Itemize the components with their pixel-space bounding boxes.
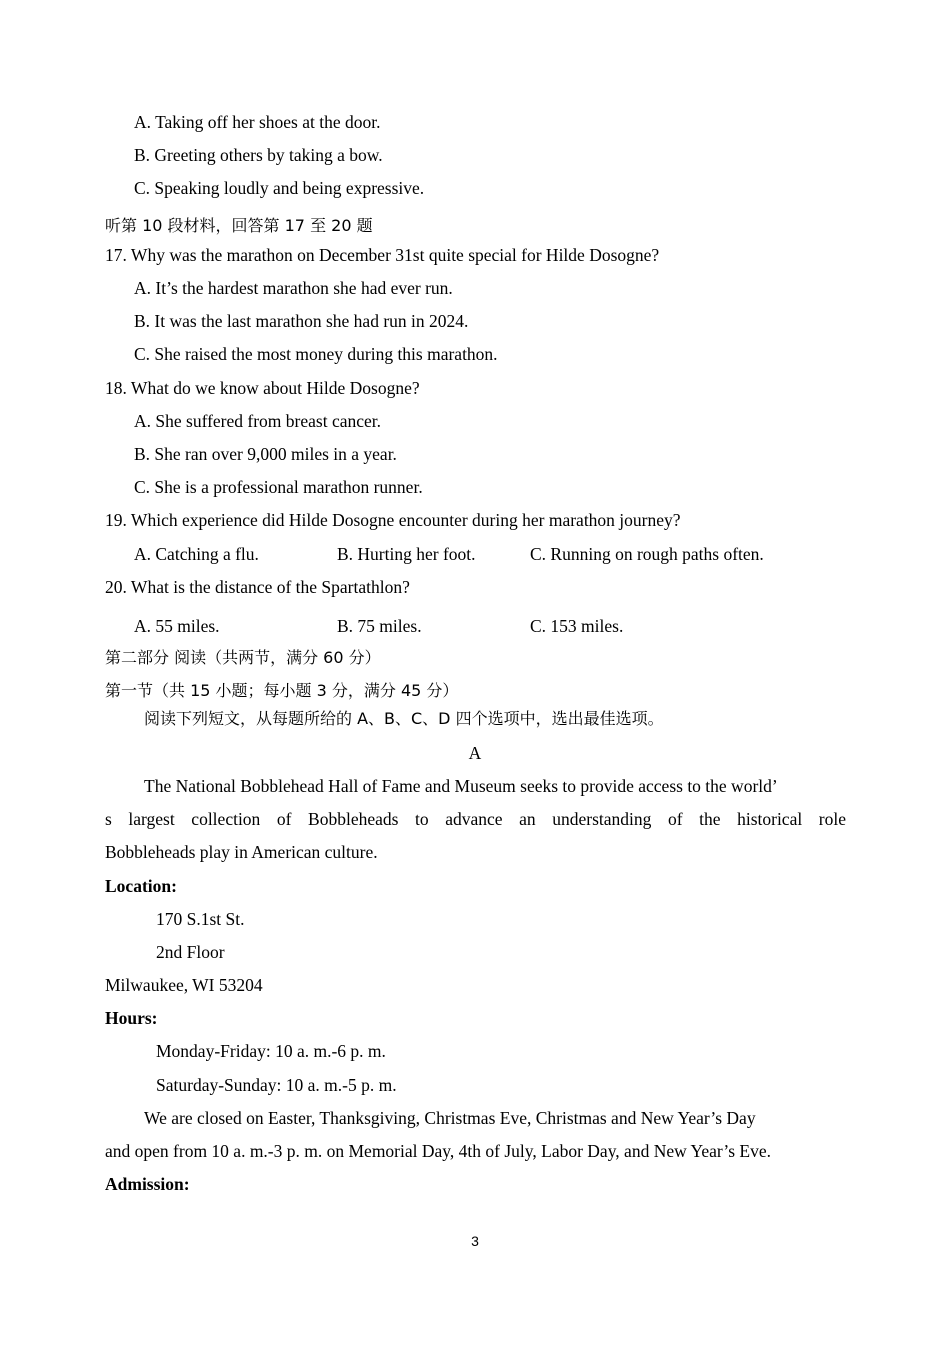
question-18-option-a: A. She suffered from breast cancer. [134, 411, 382, 431]
passage-intro-line-1: The National Bobblehead Hall of Fame and Museum seeks to provide access to the world’ [144, 776, 778, 796]
question-18-option-c: C. She is a professional marathon runner. [134, 477, 423, 497]
admission-label: Admission: [105, 1174, 190, 1194]
section-1-heading: 第一节（共 15 小题；每小题 3 分，满分 45 分） [105, 681, 459, 700]
question-17-option-b: B. It was the last marathon she had run in 2024. [134, 311, 469, 331]
question-17-stem: 17. Why was the marathon on December 31st quite special for Hilde Dosogne? [105, 245, 660, 265]
q16-option-c: C. Speaking loudly and being expressive. [134, 178, 425, 198]
location-label: Location: [105, 876, 177, 896]
address-line-3: Milwaukee, WI 53204 [105, 975, 263, 995]
q16-option-b: B. Greeting others by taking a bow. [134, 145, 383, 165]
passage-intro-line-2: s largest collection of Bobbleheads to advance an understanding of the historical role [105, 809, 846, 829]
question-19-stem: 19. Which experience did Hilde Dosogne encounter during her marathon journey? [105, 510, 681, 530]
reading-instructions: 阅读下列短文，从每题所给的 A、B、C、D 四个选项中，选出最佳选项。 [144, 709, 664, 728]
question-18-stem: 18. What do we know about Hilde Dosogne? [105, 378, 420, 398]
question-20-option-a: A. 55 miles. [134, 616, 220, 636]
question-20-option-c: C. 153 miles. [530, 616, 624, 636]
question-19-option-a: A. Catching a flu. [134, 544, 259, 564]
question-18-option-b: B. She ran over 9,000 miles in a year. [134, 444, 397, 464]
question-17-option-c: C. She raised the most money during this marathon. [134, 344, 498, 364]
passage-intro-line-3: Bobbleheads play in American culture. [105, 842, 378, 862]
passage-label: A [468, 743, 482, 763]
hours-label: Hours: [105, 1008, 158, 1028]
hours-weekday: Monday-Friday: 10 a. m.-6 p. m. [156, 1041, 386, 1061]
page-number: 3 [471, 1233, 479, 1249]
part-2-heading: 第二部分 阅读（共两节，满分 60 分） [105, 648, 381, 667]
closed-days-line-1: We are closed on Easter, Thanksgiving, Christmas Eve, Christmas and New Year’s Day [144, 1108, 756, 1128]
address-line-2: 2nd Floor [156, 942, 225, 962]
address-line-1: 170 S.1st St. [156, 909, 245, 929]
question-17-option-a: A. It’s the hardest marathon she had ever run. [134, 278, 453, 298]
section-10-intro: 听第 10 段材料，回答第 17 至 20 题 [105, 216, 373, 235]
closed-days-line-2: and open from 10 a. m.-3 p. m. on Memorial Day, 4th of July, Labor Day, and New Year’s Eve. [105, 1141, 771, 1161]
q16-option-a: A. Taking off her shoes at the door. [134, 112, 381, 132]
hours-weekend: Saturday-Sunday: 10 a. m.-5 p. m. [156, 1075, 397, 1095]
question-20-stem: 20. What is the distance of the Spartathlon? [105, 577, 410, 597]
question-19-option-b: B. Hurting her foot. [337, 544, 476, 564]
question-19-option-c: C. Running on rough paths often. [530, 544, 764, 564]
question-20-option-b: B. 75 miles. [337, 616, 422, 636]
